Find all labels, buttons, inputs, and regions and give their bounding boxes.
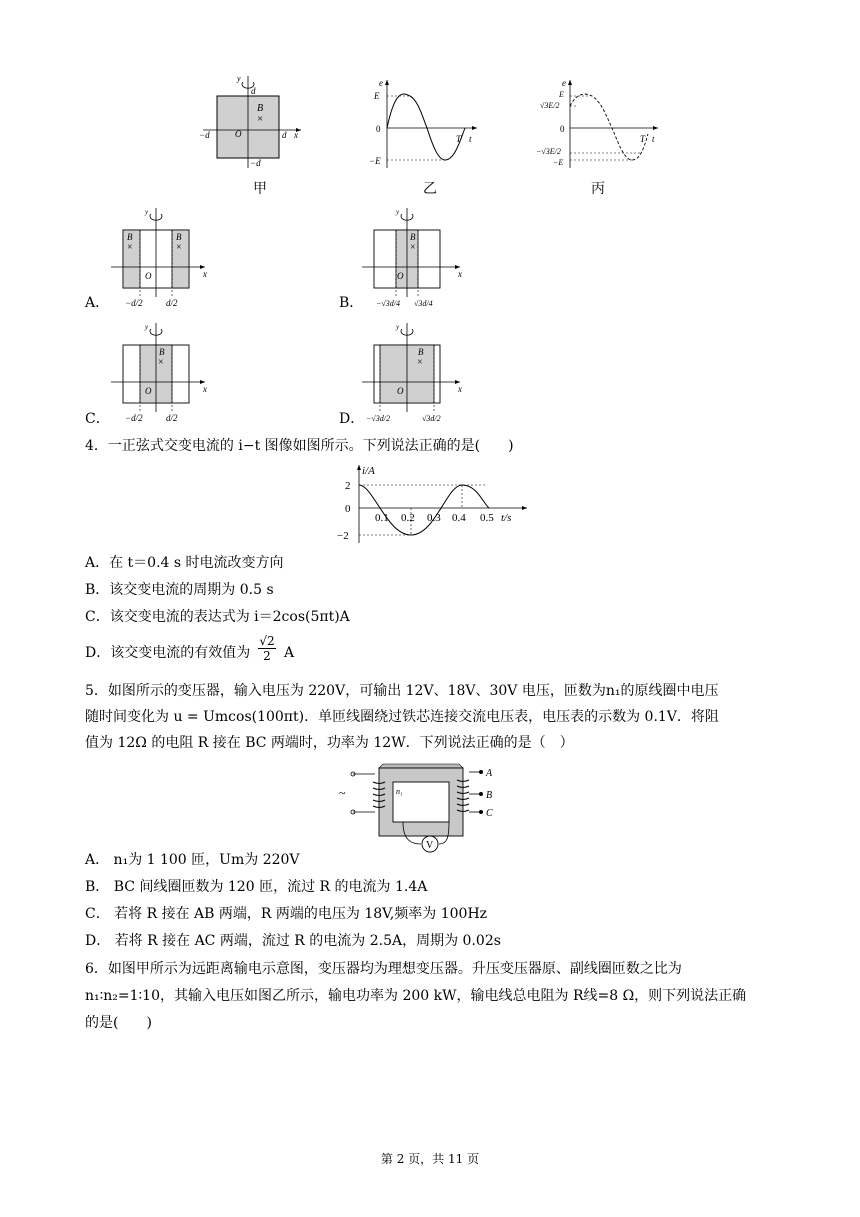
- tick-right: √3d/2: [422, 414, 441, 423]
- label-B: B: [257, 103, 264, 114]
- label-e: e: [562, 78, 566, 88]
- q6-line-3: 的是( ): [85, 1015, 152, 1031]
- q5-option-D: D． 若将 R 接在 AC 两端，流过 R 的电流为 2.5A，周期为 0.02s: [85, 933, 501, 949]
- q5-option-A: A． n₁为 1 100 匝，Um为 220V: [85, 852, 300, 868]
- svg-text:O: O: [145, 386, 152, 396]
- option-D-label: D．: [339, 411, 365, 427]
- option-B-label: B．: [339, 295, 364, 311]
- label-t: t: [469, 134, 472, 144]
- svg-text:B: B: [410, 232, 416, 242]
- option-C-figure: [105, 320, 215, 425]
- label-E: E: [559, 90, 564, 99]
- svg-text:y: y: [396, 208, 400, 216]
- caption-yi: 乙: [423, 181, 437, 197]
- q5-transformer-figure: [335, 760, 505, 856]
- figure-jia: [195, 72, 315, 172]
- tick-left: −d/2: [125, 413, 143, 423]
- tick-right: √3d/4: [414, 299, 433, 308]
- svg-text:V: V: [426, 840, 434, 851]
- svg-text:×: ×: [410, 242, 416, 253]
- label-d-right: d: [282, 130, 287, 140]
- svg-text:x: x: [458, 384, 462, 394]
- svg-text:B: B: [159, 347, 165, 357]
- q6-line-2: n₁∶n₂=1∶10，其输入电压如图乙所示，输电功率为 200 kW，输电线总电阻为 R线=8 Ω，则下列说法正确: [85, 988, 747, 1004]
- svg-text:~: ~: [339, 786, 346, 800]
- label-neg-d-bottom: −d: [250, 158, 261, 168]
- fraction-numerator: √2: [259, 634, 275, 648]
- q4-option-A: A．在 t＝0.4 s 时电流改变方向: [85, 555, 284, 571]
- svg-text:x: x: [203, 384, 207, 394]
- svg-text:O: O: [397, 386, 404, 396]
- label-t: t: [652, 134, 655, 144]
- caption-bing: 丙: [591, 181, 605, 197]
- cross-mark: ×: [257, 113, 264, 125]
- q4-option-D-unit: A: [284, 645, 295, 661]
- tick-left: −√3d/2: [366, 414, 391, 423]
- label-negE: −E: [369, 156, 381, 166]
- q4-option-B: B．该交变电流的周期为 0.5 s: [85, 582, 274, 598]
- svg-text:×: ×: [176, 242, 182, 253]
- q5-option-C: C． 若将 R 接在 AB 两端，R 两端的电压为 18V,频率为 100Hz: [85, 906, 488, 922]
- x-tick-1: 0.1: [375, 512, 389, 524]
- y-tick-0: 0: [345, 503, 351, 515]
- svg-text:x: x: [458, 269, 462, 279]
- label-T: T: [456, 134, 462, 144]
- label-neg-d-left: −d: [199, 130, 210, 140]
- y-tick-neg2: −2: [337, 530, 349, 542]
- q4-i-t-graph: [335, 463, 535, 545]
- fraction-denominator: 2: [263, 649, 271, 663]
- ylabel: i/A: [362, 465, 375, 477]
- svg-text:x: x: [203, 269, 207, 279]
- label-T: T: [640, 134, 646, 144]
- label-d-top: d: [251, 86, 256, 96]
- svg-text:y: y: [145, 208, 149, 216]
- label-root3E2: √3E/2: [540, 101, 560, 110]
- figure-bing: [536, 78, 666, 172]
- svg-text:O: O: [145, 271, 152, 281]
- svg-text:n₁: n₁: [396, 787, 403, 796]
- svg-text:B: B: [127, 232, 133, 242]
- tick-left: −d/2: [125, 298, 143, 308]
- option-A-label: A．: [85, 295, 110, 311]
- caption-jia: 甲: [253, 181, 267, 197]
- q5-option-B: B． BC 间线圈匝数为 120 匝，流过 R 的电流为 1.4A: [85, 879, 428, 895]
- label-zero: 0: [376, 124, 381, 134]
- tick-right: d/2: [166, 298, 178, 308]
- tick-left: −√3d/4: [376, 299, 401, 308]
- q4-option-C: C．该交变电流的表达式为 i＝2cos(5πt)A: [85, 609, 350, 625]
- svg-text:y: y: [396, 323, 400, 331]
- svg-text:y: y: [145, 323, 149, 331]
- label-O: O: [235, 129, 242, 139]
- label-negE: −E: [553, 158, 564, 167]
- label-zero: 0: [560, 124, 565, 134]
- option-A-figure: [105, 205, 215, 310]
- sine-curve: [387, 94, 465, 160]
- q4-fraction: [258, 634, 276, 663]
- svg-text:×: ×: [417, 357, 423, 368]
- svg-text:×: ×: [127, 242, 133, 253]
- x-tick-4: 0.4: [452, 512, 466, 524]
- q6-line-1: 6．如图甲所示为远距离输电示意图，变压器均为理想变压器。升压变压器原、副线圈匝数之比为: [85, 961, 682, 977]
- tick-right: d/2: [166, 413, 178, 423]
- label-y: y: [237, 74, 241, 83]
- svg-text:B: B: [176, 232, 182, 242]
- y-tick-2: 2: [345, 480, 351, 492]
- q5-line-1: 5．如图所示的变压器，输入电压为 220V，可输出 12V、18V、30V 电压，匝数为n₁的原线圈中电压: [85, 683, 719, 699]
- xlabel: t/s: [501, 512, 512, 524]
- svg-text:×: ×: [158, 357, 164, 368]
- q4-option-D: D．该交变电流的有效值为: [85, 645, 251, 661]
- q5-line-3: 值为 12Ω 的电阻 R 接在 BC 两端时，功率为 12W．下列说法正确的是（ ）: [85, 735, 574, 751]
- option-C-label: C．: [85, 411, 110, 427]
- option-B-figure: [360, 205, 470, 310]
- svg-text:C: C: [486, 808, 493, 819]
- label-e: e: [379, 78, 383, 88]
- label-E: E: [374, 91, 380, 101]
- label-negroot3E2: −√3E/2: [536, 147, 561, 156]
- page-footer: 第 2 页，共 11 页: [380, 1152, 480, 1166]
- figure-yi: [365, 78, 485, 172]
- x-tick-2: 0.2: [401, 512, 415, 524]
- q4-stem: 4．一正弦式交变电流的 i−t 图像如图所示。下列说法正确的是( ): [85, 438, 514, 454]
- x-tick-3: 0.3: [427, 512, 441, 524]
- q5-line-2: 随时间变化为 u = Umcos(100πt)．单匝线圈绕过铁芯连接交流电压表，电压表的示数为 0.1V．将阻: [85, 709, 719, 725]
- current-curve: [359, 485, 489, 535]
- option-D-figure: [360, 320, 470, 425]
- svg-text:B: B: [418, 347, 424, 357]
- svg-text:B: B: [486, 790, 493, 801]
- shifted-sine-curve: [570, 94, 648, 160]
- svg-text:A: A: [486, 768, 493, 779]
- label-x: x: [294, 130, 298, 140]
- x-tick-5: 0.5: [480, 512, 494, 524]
- svg-text:O: O: [397, 271, 404, 281]
